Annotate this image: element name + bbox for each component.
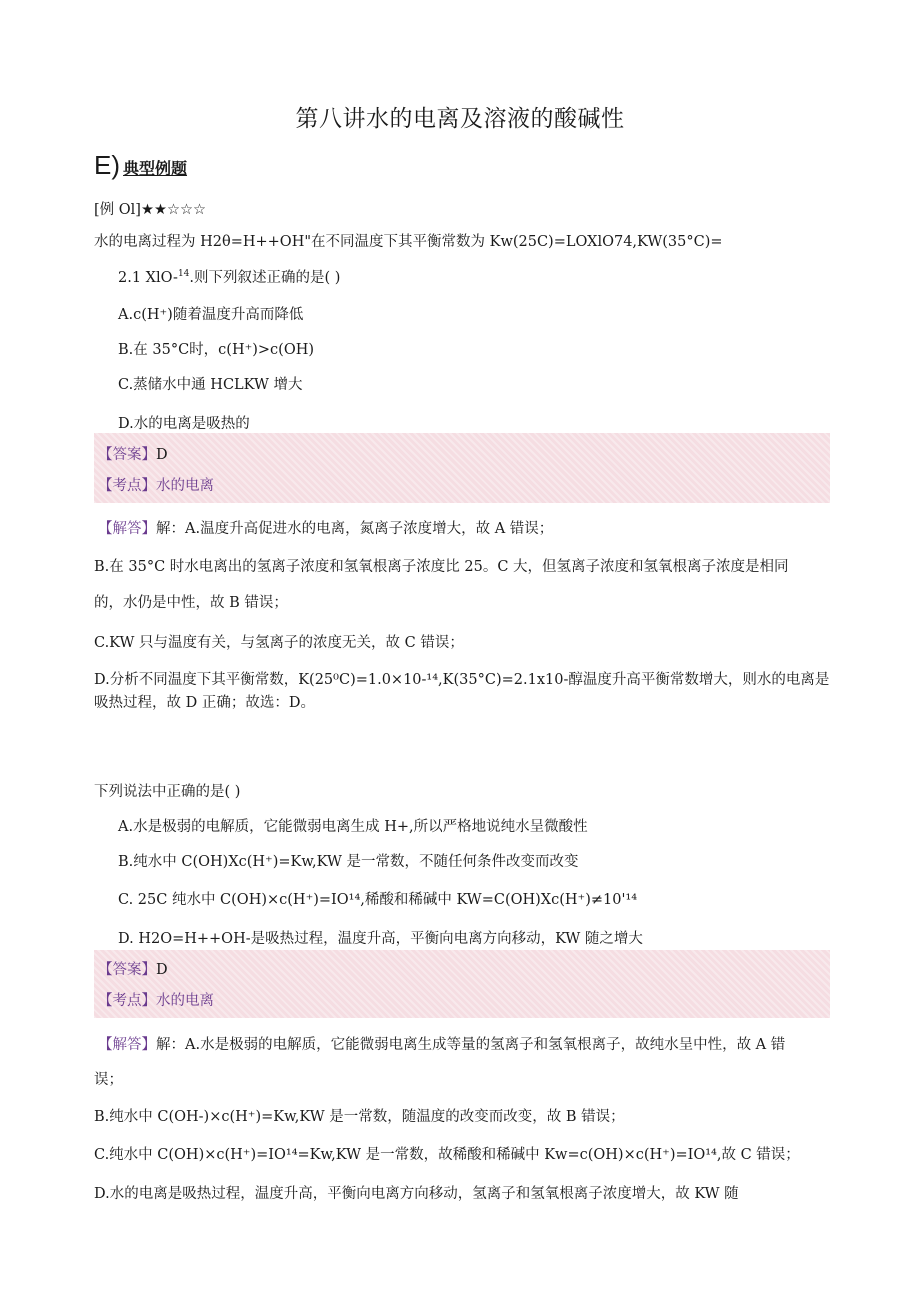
topic-value: 水的电离 xyxy=(156,993,214,1009)
answer-tag: 【答案】 xyxy=(98,447,156,463)
explain-line: 解：A.温度升高促进水的电离，氮离子浓度增大，故 A 错误； xyxy=(156,521,554,537)
answer-value: D xyxy=(156,962,168,978)
example1-stem-line2-sup: 14 xyxy=(177,269,190,280)
example1-explain-0 xyxy=(98,517,553,538)
example2-explain-1: 误； xyxy=(94,1072,123,1088)
explain-tag: 【解答】 xyxy=(98,1037,156,1053)
example1-topic xyxy=(98,474,214,495)
section-label: 典型例题 xyxy=(123,161,188,178)
example1-stem-line1: 水的电离过程为 H2θ=H++OH"在不同温度下其平衡常数为 Kw(25C)=LOXlO74,KW(35°C)= xyxy=(94,234,723,250)
example1-explain-2: 的，水仍是中性，故 B 错误； xyxy=(94,595,288,611)
page-title: 第八讲水的电离及溶液的酸碱性 xyxy=(295,106,625,132)
example2-option-c: C. 25C 纯水中 C(OH)×c(H⁺)=IO¹⁴,稀酸和稀碱中 KW=C(OH)Xc(H⁺)≠10'¹⁴ xyxy=(118,892,638,908)
example2-topic xyxy=(98,989,214,1010)
example2-option-d: D. H2O=H++OH-是吸热过程，温度升高，平衡向电离方向移动，KW 随之增大 xyxy=(118,931,643,947)
example2-explain-2: B.纯水中 C(OH-)×c(H⁺)=Kw,KW 是一常数，随温度的改变而改变，故 B 错误； xyxy=(94,1109,625,1125)
example1-stem-line2-a: 2.1 XlO- xyxy=(118,270,178,286)
example1-stem-line2 xyxy=(118,266,340,287)
example2-stem: 下列说法中正确的是( ) xyxy=(94,784,241,800)
example1-explain-3: C.KW 只与温度有关，与氢离子的浓度无关，故 C 错误； xyxy=(94,635,464,651)
example1-stem-line2-b: .则下列叙述正确的是( ) xyxy=(189,270,341,286)
example2-option-b: B.纯水中 C(OH)Xc(H⁺)=Kw,KW 是一常数，不随任何条件改变而改变 xyxy=(118,854,579,870)
example2-option-a: A.水是极弱的电解质，它能微弱电离生成 H+,所以严格地说纯水呈微酸性 xyxy=(118,819,588,835)
example1-explain-1: B.在 35°C 时水电离出的氢离子浓度和氢氧根离子浓度比 25。C 大，但氢离子浓度和氢氧根离子浓度是相同 xyxy=(94,559,789,575)
example1-explain-4: D.分析不同温度下其平衡常数，K(25⁰C)=1.0×10-¹⁴,K(35°C)=2.1x10-醇温度升高平衡常数增大，则水的电离是 xyxy=(94,672,830,688)
section-heading xyxy=(94,150,187,181)
example1-tag: [例 Ol]★★☆☆☆ xyxy=(94,202,206,218)
topic-tag: 【考点】 xyxy=(98,478,156,494)
example1-option-c: C.蒸储水中通 HCLKW 增大 xyxy=(118,377,303,393)
topic-value: 水的电离 xyxy=(156,478,214,494)
example2-explain-0 xyxy=(98,1033,785,1054)
example2-explain-3: C.纯水中 C(OH)×c(H⁺)=IO¹⁴=Kw,KW 是一常数，故稀酸和稀碱中 Kw=c(OH)×c(H⁺)=IO¹⁴,故 C 错误； xyxy=(94,1147,800,1163)
example2-explain-4: D.水的电离是吸热过程，温度升高，平衡向电离方向移动，氢离子和氢氧根离子浓度增大，故 KW 随 xyxy=(94,1186,739,1202)
example1-option-b: B.在 35°C时，c(H⁺)>c(OH) xyxy=(118,342,315,358)
explain-tag: 【解答】 xyxy=(98,521,156,537)
explain-line: 解：A.水是极弱的电解质，它能微弱电离生成等量的氢离子和氢氧根离子，故纯水呈中性，故 A 错 xyxy=(156,1037,786,1053)
example1-option-d: D.水的电离是吸热的 xyxy=(118,416,250,432)
answer-tag: 【答案】 xyxy=(98,962,156,978)
answer-value: D xyxy=(156,447,168,463)
example1-answer xyxy=(98,443,168,464)
example1-option-a: A.c(H⁺)随着温度升高而降低 xyxy=(118,307,304,323)
section-prefix: E) xyxy=(94,150,120,180)
topic-tag: 【考点】 xyxy=(98,993,156,1009)
example1-explain-5: 吸热过程，故 D 正确；故选：D。 xyxy=(94,695,315,711)
example2-answer xyxy=(98,958,168,979)
